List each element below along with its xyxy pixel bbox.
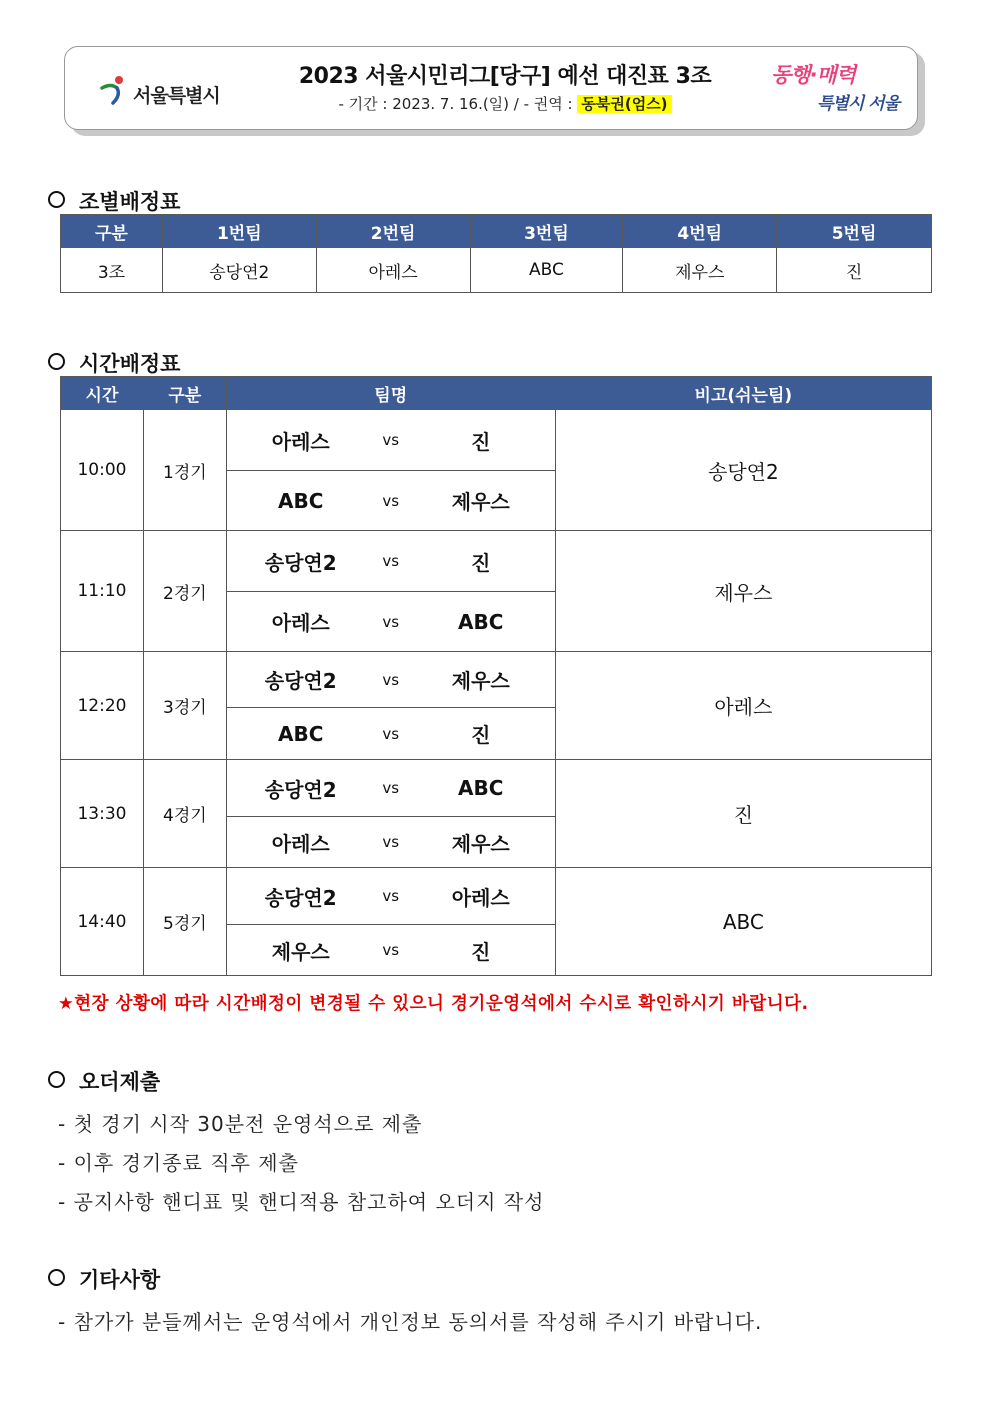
match-cell	[226, 531, 555, 652]
group-header-cell: 2번팀	[316, 215, 470, 248]
group-header-cell: 4번팀	[623, 215, 777, 248]
time-table-header	[61, 377, 932, 410]
team-home: 아레스	[271, 429, 330, 454]
team-away: 제우스	[451, 669, 510, 693]
team-home: 제우스	[271, 939, 330, 964]
match-pair	[227, 868, 555, 925]
time-header-cell: 시간	[61, 377, 144, 410]
time-section-title: 시간배정표	[48, 348, 180, 378]
game-cell: 4경기	[143, 760, 226, 868]
list-item: - 참가가 분들께서는 운영석에서 개인정보 동의서를 작성해 주시기 바랍니다.	[58, 1310, 763, 1334]
game-cell: 1경기	[143, 410, 226, 531]
vs-label: vs	[382, 612, 400, 631]
group-cell: 아레스	[316, 248, 470, 293]
time-cell: 13:30	[61, 760, 144, 868]
team-home: 송당연2	[264, 550, 337, 575]
slogan-logo	[771, 59, 901, 119]
match-pair	[227, 925, 555, 975]
time-cell: 10:00	[61, 410, 144, 531]
match-pair	[227, 760, 555, 817]
group-header-cell: 5번팀	[777, 215, 932, 248]
game-cell: 2경기	[143, 531, 226, 652]
time-header-cell: 팀명	[226, 377, 555, 410]
group-table	[60, 214, 932, 293]
vs-label: vs	[382, 833, 400, 851]
rest-team-cell: 제우스	[555, 531, 931, 652]
vs-label: vs	[382, 941, 400, 959]
match-pair	[227, 708, 555, 759]
table-row	[61, 248, 932, 293]
rest-team-cell: 송당연2	[555, 410, 931, 531]
vs-label: vs	[382, 887, 400, 905]
group-section-title: 조별배정표	[48, 186, 180, 216]
page-subtitle	[263, 93, 747, 114]
table-row	[61, 652, 932, 760]
time-cell: 14:40	[61, 868, 144, 976]
seoul-logo	[99, 73, 239, 109]
vs-label: vs	[382, 491, 400, 510]
match-pair	[227, 652, 555, 708]
match-cell	[226, 868, 555, 976]
period-text: - 기간 : 2023. 7. 16.(일) / - 권역 :	[338, 95, 578, 113]
match-pair	[227, 592, 555, 651]
time-table	[60, 376, 932, 976]
match-cell	[226, 652, 555, 760]
game-cell: 3경기	[143, 652, 226, 760]
rest-team-cell: ABC	[555, 868, 931, 976]
team-home: 송당연2	[264, 777, 337, 802]
order-section-title: 오더제출	[48, 1066, 160, 1096]
match-pair	[227, 410, 555, 471]
group-cell: ABC	[470, 248, 623, 293]
group-header-cell: 3번팀	[470, 215, 623, 248]
circle-bullet-icon	[48, 1071, 65, 1088]
table-row	[61, 868, 932, 976]
team-away: 진	[471, 939, 491, 964]
team-away: 제우스	[451, 831, 510, 856]
page-title: 2023 서울시민리그[당구] 예선 대진표 3조	[298, 64, 712, 89]
team-home: 아레스	[271, 831, 330, 856]
team-home: 송당연2	[264, 669, 337, 693]
circle-bullet-icon	[48, 191, 65, 208]
group-cell: 제우스	[623, 248, 777, 293]
region-highlight: 동북권(엄스)	[577, 95, 671, 113]
time-header-cell: 비고(쉬는팀)	[555, 377, 931, 410]
seoul-logo-text: 서울특별시	[133, 85, 220, 107]
vs-label: vs	[382, 724, 400, 743]
group-cell: 진	[777, 248, 932, 293]
header-box	[64, 46, 918, 130]
team-away: 제우스	[451, 490, 510, 514]
group-header-cell: 구분	[61, 215, 163, 248]
team-home: ABC	[278, 721, 324, 746]
list-item: - 공지사항 핸디표 및 핸디적용 참고하여 오더지 작성	[58, 1190, 545, 1214]
match-cell	[226, 760, 555, 868]
list-item: - 이후 경기종료 직후 제출	[58, 1151, 299, 1175]
schedule-notice: ★현장 상황에 따라 시간배정이 변경될 수 있으니 경기운영석에서 수시로 확인하시기 바랍니다.	[58, 994, 809, 1014]
match-pair	[227, 531, 555, 592]
team-home: 아레스	[271, 611, 330, 635]
group-table-header	[61, 215, 932, 248]
table-row	[61, 531, 932, 652]
game-cell: 5경기	[143, 868, 226, 976]
match-pair	[227, 817, 555, 867]
team-away: 진	[471, 550, 491, 575]
rest-team-cell: 진	[555, 760, 931, 868]
vs-label: vs	[382, 670, 400, 689]
list-item: - 첫 경기 시작 30분전 운영석으로 제출	[58, 1112, 423, 1136]
team-home: 송당연2	[264, 885, 337, 910]
time-cell: 11:10	[61, 531, 144, 652]
table-row	[61, 410, 932, 531]
etc-section-title: 기타사항	[48, 1264, 160, 1294]
match-pair	[227, 471, 555, 530]
group-cell: 송당연2	[162, 248, 316, 293]
team-away: 진	[471, 723, 491, 747]
team-home: ABC	[278, 488, 324, 513]
team-away: 진	[471, 429, 491, 454]
table-row	[61, 760, 932, 868]
vs-label: vs	[382, 779, 400, 797]
vs-label: vs	[382, 431, 400, 449]
slogan-bottom: 특별시 서울	[817, 94, 900, 114]
match-cell	[226, 410, 555, 531]
team-away: 아레스	[451, 885, 510, 910]
rest-team-cell: 아레스	[555, 652, 931, 760]
seoul-logo-icon	[99, 73, 131, 105]
team-away: ABC	[458, 776, 504, 800]
circle-bullet-icon	[48, 353, 65, 370]
time-header-cell: 구분	[143, 377, 226, 410]
group-header-cell: 1번팀	[162, 215, 316, 248]
time-cell: 12:20	[61, 652, 144, 760]
circle-bullet-icon	[48, 1269, 65, 1286]
slogan-top: 동행·매력	[771, 63, 856, 87]
group-cell: 3조	[61, 248, 163, 293]
team-away: ABC	[458, 609, 504, 634]
vs-label: vs	[382, 552, 400, 570]
